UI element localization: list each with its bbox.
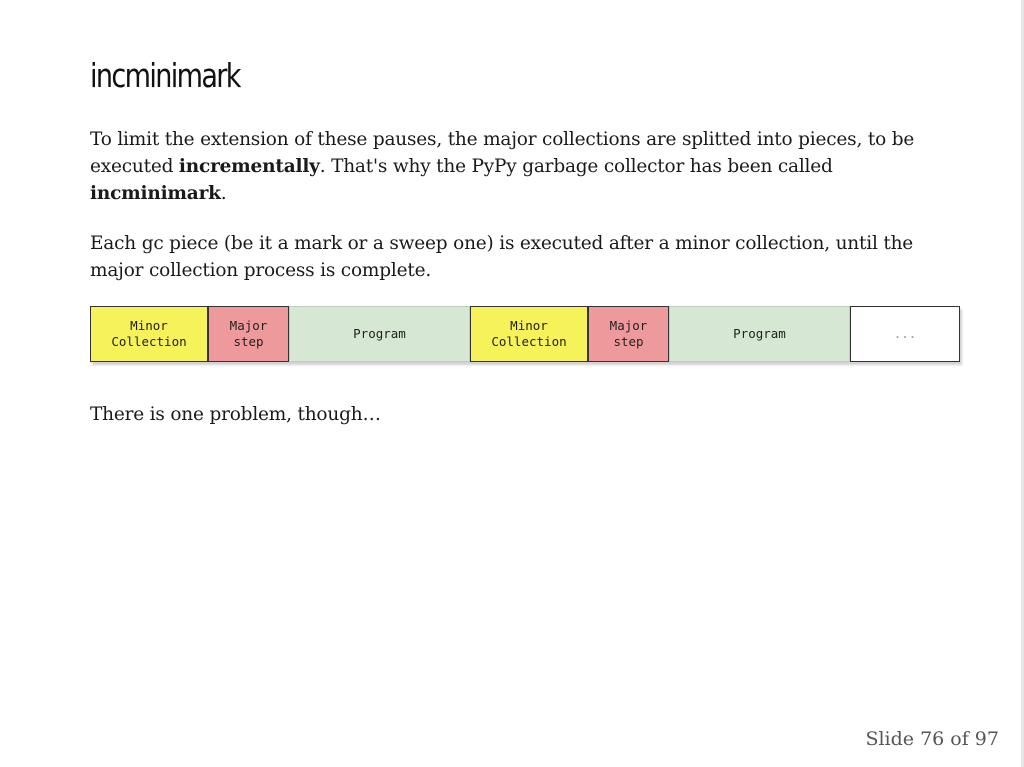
timeline-program: Program [669,306,850,362]
paragraph-gc-piece: Each gc piece (be it a mark or a sweep one) is executed after a minor collection, until the major collection process is complete. [90,233,914,281]
slide-title: incminimark [90,56,240,95]
paragraph-incremental [90,126,920,207]
paragraph-text: To limit the extension of these pauses, the major collections are splitted into pieces, to be executed [90,129,915,177]
timeline-program: Program [289,306,470,362]
paragraph-text: . [220,183,227,204]
paragraph-problem: There is one problem, though… [90,404,381,425]
timeline-minor-collection: Minor Collection [470,306,588,362]
gc-timeline-diagram [90,306,960,362]
slide-counter: Slide 76 of 97 [865,728,999,750]
timeline-continuation: ... [850,306,960,362]
timeline-minor-collection: Minor Collection [90,306,208,362]
timeline-major-step: Major step [588,306,669,362]
timeline-major-step: Major step [208,306,289,362]
bold-term-incminimark: incminimark [90,183,221,204]
bold-term-incrementally: incrementally [178,156,320,177]
paragraph-text: . That's why the PyPy garbage collector has been called [319,156,833,177]
